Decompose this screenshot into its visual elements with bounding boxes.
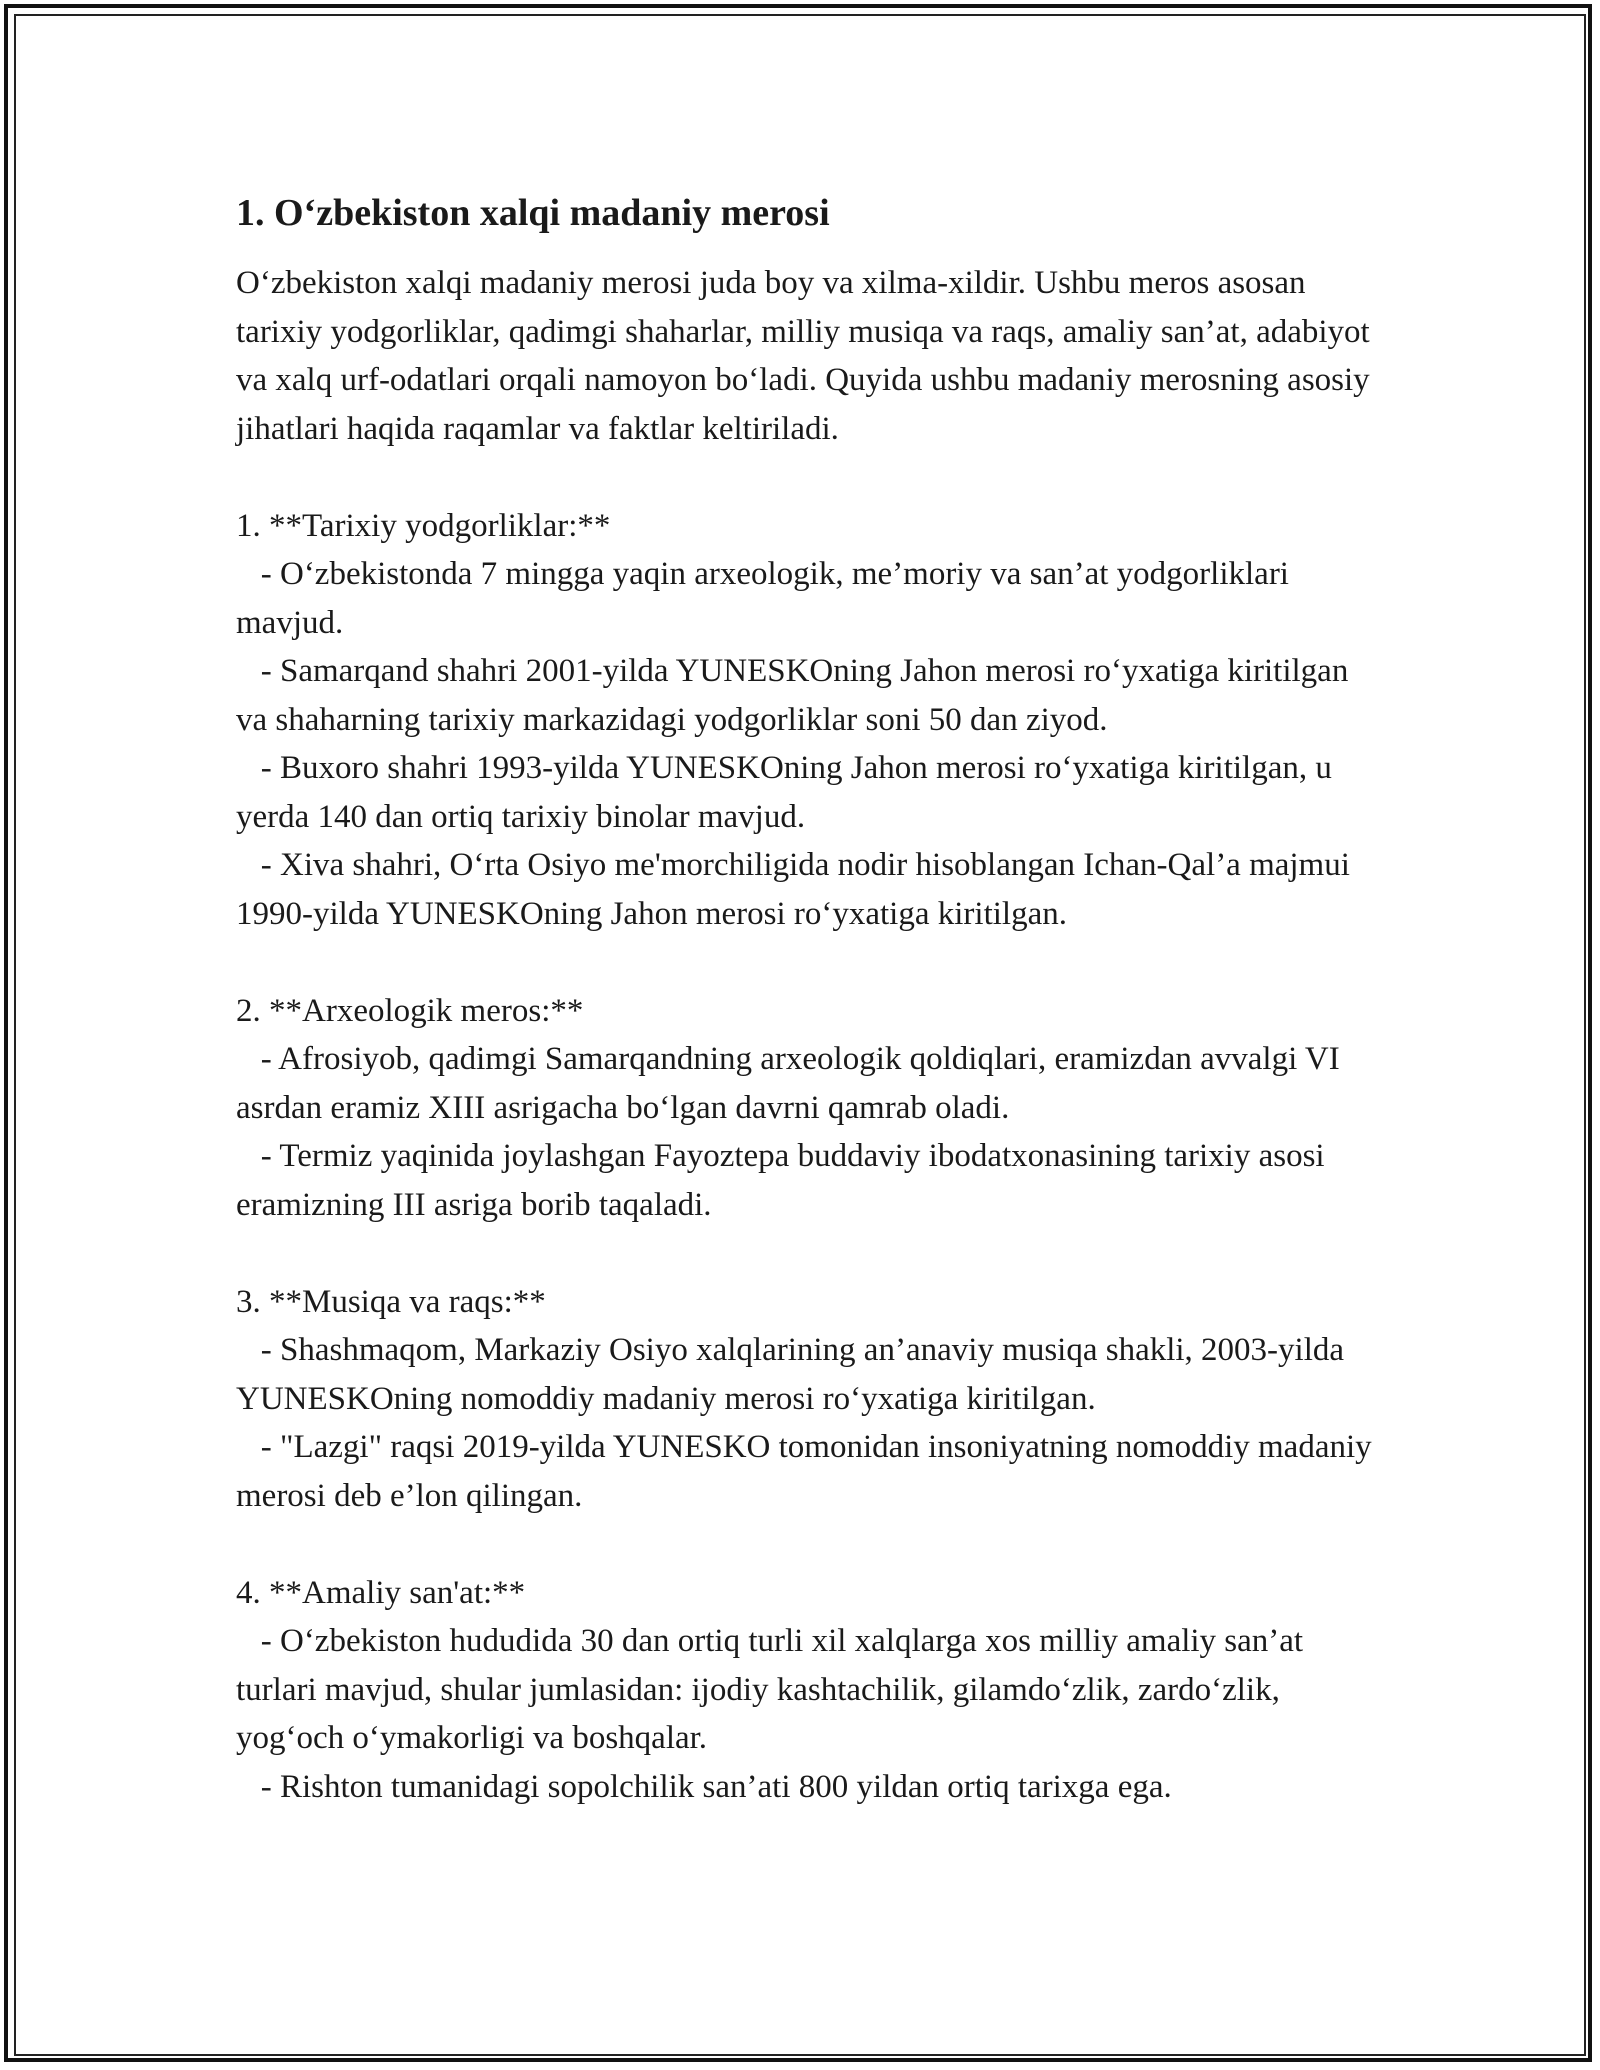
list-item: - O‘zbekiston hududida 30 dan ortiq turli xil xalqlarga xos milliy amaliy san’at turlari mavjud, shular jumlasidan: ijodiy kashtachilik, gilamdo‘zlik, zardo‘zlik, yog‘och o‘ymakorligi va boshqalar.	[236, 1623, 1312, 1756]
section-archaeological-heritage	[236, 987, 1376, 1230]
list-item: - Rishton tumanidagi sopolchilik san’ati 800 yildan ortiq tarixga ega.	[236, 1768, 1172, 1805]
section-historical-monuments	[236, 502, 1376, 939]
section-applied-art	[236, 1569, 1376, 1812]
document-body	[236, 187, 1380, 1811]
list-item: - Termiz yaqinida joylashgan Fayoztepa buddaviy ibodatxonasining tarixiy asosi eramizning III asriga borib taqaladi.	[236, 1138, 1333, 1223]
spacer	[236, 1229, 1376, 1278]
list-item: - Xiva shahri, O‘rta Osiyo me'morchiligida nodir hisoblangan Ichan-Qal’a majmui 1990-yilda YUNESKOning Jahon merosi ro‘yxatiga kiritilgan.	[236, 847, 1359, 932]
list-item: - "Lazgi" raqsi 2019-yilda YUNESKO tomonidan insoniyatning nomoddiy madaniy merosi deb e’lon qilingan.	[236, 1429, 1380, 1514]
section-heading: 1. **Tarixiy yodgorliklar:**	[236, 507, 611, 544]
list-item: - Afrosiyob, qadimgi Samarqandning arxeologik qoldiqlari, eramizdan avvalgi VI asrdan eramiz XIII asrigacha bo‘lgan davrni qamrab oladi.	[236, 1041, 1348, 1126]
intro-paragraph: O‘zbekiston xalqi madaniy merosi juda boy va xilma-xildir. Ushbu meros asosan tarixiy yodgorliklar, qadimgi shaharlar, milliy musiqa va raqs, amaliy san’at, adabiyot va xalq urf-odatlari orqali namoyon bo‘ladi. Quyida ushbu madaniy merosning asosiy jihatlari haqida raqamlar va faktlar keltiriladi.	[236, 265, 1378, 447]
list-item: - O‘zbekistonda 7 mingga yaqin arxeologik, me’moriy va san’at yodgorliklari mavjud.	[236, 556, 1298, 641]
spacer	[236, 1520, 1376, 1569]
spacer	[236, 938, 1376, 987]
spacer	[236, 453, 1376, 502]
section-heading: 3. **Musiqa va raqs:**	[236, 1283, 546, 1320]
list-item: - Shashmaqom, Markaziy Osiyo xalqlarining an’anaviy musiqa shakli, 2003-yilda YUNESKOning nomoddiy madaniy merosi ro‘yxatiga kiritilgan.	[236, 1332, 1352, 1417]
list-item: - Samarqand shahri 2001-yilda YUNESKOning Jahon merosi ro‘yxatiga kiritilgan va shaharning tarixiy markazidagi yodgorliklar soni 50 dan ziyod.	[236, 653, 1357, 738]
list-item: - Buxoro shahri 1993-yilda YUNESKOning Jahon merosi ro‘yxatiga kiritilgan, u yerda 140 dan ortiq tarixiy binolar mavjud.	[236, 750, 1341, 835]
section-music-and-dance	[236, 1278, 1380, 1521]
document-title: 1. O‘zbekiston xalqi madaniy merosi	[236, 192, 830, 234]
section-heading: 4. **Amaliy san'at:**	[236, 1574, 526, 1611]
section-heading: 2. **Arxeologik meros:**	[236, 992, 584, 1029]
